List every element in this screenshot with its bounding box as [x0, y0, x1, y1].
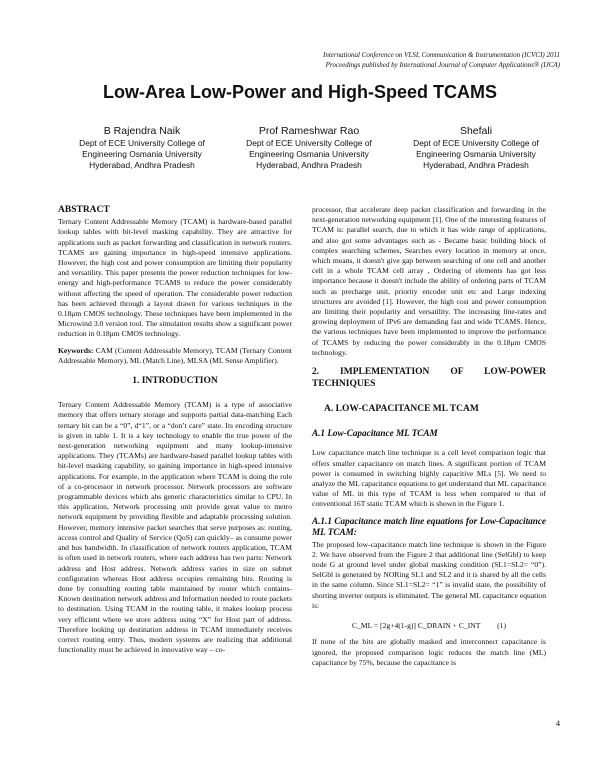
author-1: [62, 124, 222, 171]
author-affiliation: Engineering Osmania University: [82, 149, 202, 159]
keywords: [58, 346, 292, 366]
conference-header: [80, 50, 560, 70]
header-line-2: Proceedings published by International Journal of Computer Applications® (IJCA): [325, 61, 560, 69]
subsection-a11-paragraph: The proposed low-capacitance match line technique is shown in the Figure 2. We have observed from the Figure 2 that additional line (SelGbl) to keep node G at ground level under global masking condition (SL1=SL2= “0”). SelGbl is generated by NORing SL1 and SL2 and it is shared by all the cells in the same column. Since SL1=SL2= “1” is invalid state, the possibility of shorting inverter outputs is eliminated. The general ML capacitance equation is:: [312, 539, 546, 610]
author-name: B Rajendra Naik: [103, 125, 181, 137]
author-affiliation: Dept of ECE University College of: [413, 138, 539, 148]
author-location: Hyderabad, Andhra Pradesh: [256, 160, 362, 170]
author-2: [229, 124, 389, 171]
keywords-text: CAM (Content Addressable Memory), TCAM (Ternary Content Addressable Memory), ML (Match Line), MLSA (ML Sense Amplifier).: [58, 345, 292, 365]
subsection-a11-paragraph-2: If none of the bits are globally masked and interconnect capacitance is ignored, the proposed comparison logic reduces the match line (ML) capacitance by 75%, because the capacitance is: [312, 637, 546, 667]
author-block: [62, 124, 556, 171]
abstract-heading: ABSTRACT: [58, 205, 110, 215]
section-2-heading: 2. IMPLEMENTATION OF LOW-POWER TECHNIQUES: [312, 367, 546, 390]
author-affiliation: Engineering Osmania University: [249, 149, 369, 159]
left-column: [58, 205, 292, 661]
author-name: Shefali: [459, 125, 493, 137]
introduction-paragraph: Ternary Content Addressable Memory (TCAM) is a type of associative memory that offers ternary storage and supports partial data-matching Each ternary bit can be a “0”, d“1”, or a “don’t care” state. Its encoding structure is given in table 1. It is a key technology to enable the true power of the next-generation networking equipment and many lookup-intensive applications. They (TCAMs) are hardware-based parallel lookup tables with bit-level masking capability, so gaining importance in high-speed intensive applications. For example, in the application where TCAM is doing the role of a co-processor in network processor. Network processors are software programmable devices which ahs generic characteristics similar to CPU. In this application, Network processing unit provide great value to metro network equipment by providing flexible and adaptable processing solution. However, memory intensive packet searches that serve purposes as: routing, access control and Quality of Service (QoS) can quickly– as consume power and bus bandwidth. In classification of network routers application, TCAM is often used in network routers, where each address has two parts: Network address and Host address. Network address varies in size on subnet configuration whereas Host address occupies remaining bits. Routing is done by consulting routing table maintained by router which contains-Known destination network address and Information needed to route packets to destination. Using TCAM in the routing table, it makes lookup process very efficient where we store address using “X” for Host part of address. Therefore looking up destination address in TCAM immediately receives correct routing entry. Thus, modern systems are realizing that additional functionality must be achieved in innovative way – co-: [58, 400, 292, 655]
subsection-a1-paragraph: Low capacitance match line technique is a cell level comparison logic that offers smaller capacitance on match lines. A significant portion of TCAM power is consumed in switching highly capacitive MLs [5]. We need to analyze the ML capacitance equations to get understand that ML capacitance value of ML in this type of TCAM is less when compared to that of conventional 16T static TCAM which is shown in the Figure 1.: [312, 448, 546, 509]
author-affiliation: Dept of ECE University College of: [79, 138, 205, 148]
author-affiliation: Dept of ECE University College of: [246, 138, 372, 148]
equation-number: (1): [497, 621, 506, 631]
subsection-a1-heading: A.1 Low-Capacitance ML TCAM: [312, 428, 438, 439]
equation-1: [312, 617, 546, 637]
keywords-label: Keywords:: [58, 345, 94, 355]
subsection-a11-heading: A.1.1 Capacitance match line equations for Low-Capacitance ML TCAM:: [312, 515, 546, 537]
section-a-heading: A. LOW-CAPACITANCE ML TCAM: [324, 404, 479, 415]
right-column: [312, 205, 546, 674]
header-line-1: International Conference on VLSI, Communication & Instrumentation (ICVCI) 2011: [322, 51, 560, 59]
equation-text: C_ML = [2g+4(1-g)] C_DRAIN + C_INT: [352, 621, 481, 631]
author-3: [396, 124, 556, 171]
introduction-heading: 1. INTRODUCTION: [132, 376, 218, 387]
abstract-text: Ternary Content Addressable Memory (TCAM) is hardware-based parallel lookup tables with bit-level masking capability. They are attractive for applications such as packet forwarding and classification in network routers. TCAMS are gaining importance in high-speed intensive applications. However, the high cost and power consumption are limiting their popularity and versatility. This paper presents the power reduction techniques for low-energy and high-performance TCAMS to reduce the power considerably without affecting the speed of operation. The considerable power reduction has been achieved through a layout drawn for various techniques in the 0.18μm CMOS technology. These techniques have been implemented in the Microwind 3.0 version tool. The simulation results show a significant power reduction in 0.18μm CMOS technology.: [58, 217, 292, 339]
author-location: Hyderabad, Andhra Pradesh: [423, 160, 529, 170]
author-affiliation: Engineering Osmania University: [416, 149, 536, 159]
intro-continuation-paragraph: processor, that accelerate deep packet classification and forwarding in the next-generation networking equipment [1]. One of the interesting features of TCAM is: parallel search, due to which it has wide range of applications, and also got some advantages such as - Became basic building block of complex searching schemes, Searches every location in memory at once, which means, it doesn't give gap between searching of one cell and another cell in a whole TCAM cell array , Ordering of elements has got less importance because it doesn't include the ability of ordering parts of TCAM such as precharge unit, priority encoder unit etc and Large indexing structures are avoided [1]. However, the high cost and power consumption are limiting their popularity and versatility. The increasing line-rates and growing deployment of IPv6 are demanding fast and wide TCAMS. Hence, the various techniques have been implemented to improve the performance of TCAMS by reducing the power considerably in the 0.18μm CMOS technology.: [312, 205, 546, 357]
paper-title: Low-Area Low-Power and High-Speed TCAMS: [102, 82, 497, 102]
author-name: Prof Rameshwar Rao: [258, 125, 360, 137]
author-location: Hyderabad, Andhra Pradesh: [89, 160, 195, 170]
page-number: 4: [556, 719, 560, 728]
